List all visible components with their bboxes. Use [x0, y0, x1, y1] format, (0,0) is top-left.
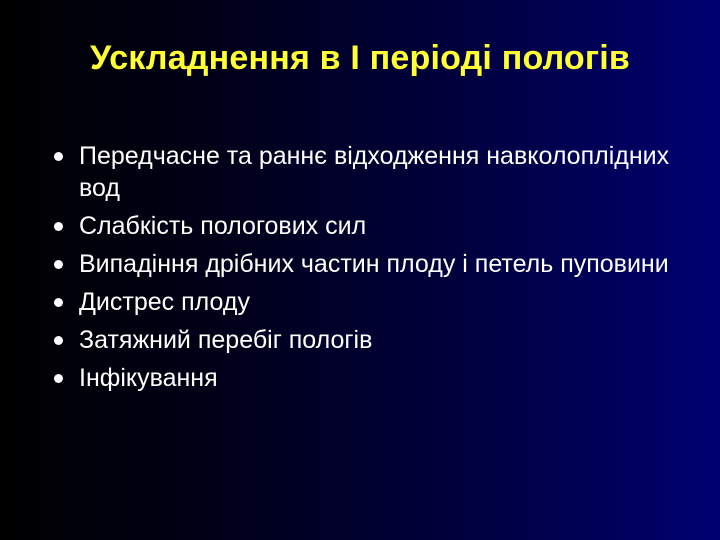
bullet-text: Затяжний перебіг пологів — [79, 326, 373, 354]
bullet-item — [52, 210, 672, 242]
bullet-text: Слабкість пологових сил — [79, 212, 367, 240]
bullet-dot-icon — [54, 260, 63, 269]
slide-title: Ускладнення в І періоді пологів — [89, 39, 631, 77]
bullet-item — [52, 286, 672, 318]
bullet-text: Інфікування — [79, 364, 218, 392]
bullet-list — [52, 140, 672, 400]
bullet-text: Дистрес плоду — [79, 288, 250, 316]
bullet-item — [52, 362, 672, 394]
bullet-text: Передчасне та раннє відходження навколоплідних вод — [79, 142, 670, 202]
bullet-item — [52, 248, 672, 280]
bullet-item — [52, 140, 672, 204]
bullet-text: Випадіння дрібних частин плоду і петель пуповини — [79, 250, 669, 278]
bullet-dot-icon — [54, 336, 63, 345]
bullet-dot-icon — [54, 298, 63, 307]
bullet-dot-icon — [54, 374, 63, 383]
bullet-item — [52, 324, 672, 356]
bullet-dot-icon — [54, 152, 63, 161]
bullet-dot-icon — [54, 222, 63, 231]
